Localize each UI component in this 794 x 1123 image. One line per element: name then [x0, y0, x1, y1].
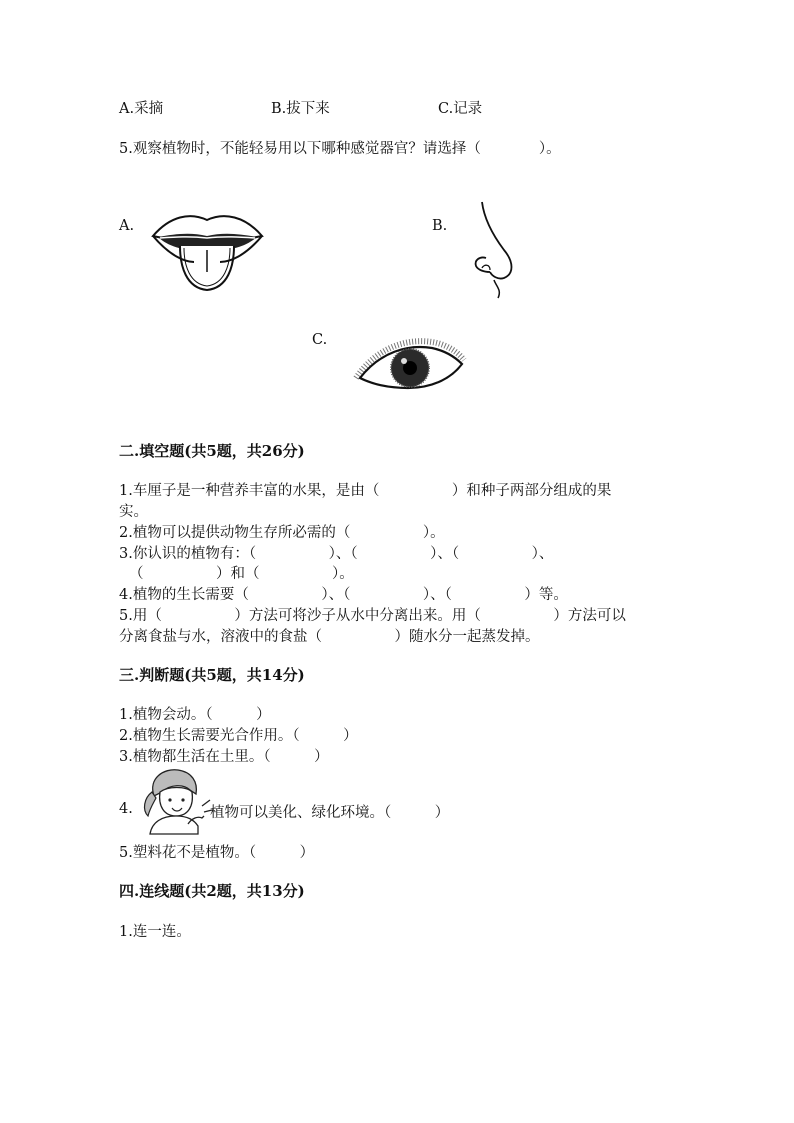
judge-item-1: 1.植物会动。（ ） — [119, 707, 271, 723]
q5-label-b: B. — [432, 218, 448, 234]
option-b: B.拔下来 — [271, 101, 330, 117]
fill-line-7: 5.用（ ）方法可将沙子从水中分离出来。用（ ）方法可以 — [119, 608, 626, 624]
match-item-1: 1.连一连。 — [119, 924, 191, 940]
judge-item-5: 5.塑料花不是植物。（ ） — [119, 845, 315, 861]
section-3-title: 三.判断题(共5题，共14分) — [119, 666, 305, 684]
section-2-title: 二.填空题(共5题，共26分) — [119, 442, 305, 460]
girl-talking-icon — [140, 766, 212, 836]
fill-line-5: （ ）和（ ）。 — [129, 566, 354, 582]
fill-line-1: 1.车厘子是一种营养丰富的水果，是由（ ）和种子两部分组成的果 — [119, 483, 612, 499]
fill-line-3: 2.植物可以提供动物生存所必需的（ ）。 — [119, 525, 445, 541]
option-a: A.采摘 — [119, 101, 164, 117]
fill-line-4: 3.你认识的植物有：（ ）、（ ）、（ ）、 — [119, 546, 554, 562]
fill-line-8: 分离食盐与水，溶液中的食盐（ ）随水分一起蒸发掉。 — [119, 629, 540, 645]
option-c: C.记录 — [438, 101, 483, 117]
question-5-stem: 5.观察植物时，不能轻易用以下哪种感觉器官？请选择（ ）。 — [119, 141, 561, 157]
q5-label-c: C. — [312, 332, 328, 348]
judge-item-4-text: 植物可以美化、绿化环境。（ ） — [210, 805, 450, 821]
nose-icon — [466, 200, 518, 300]
eye-icon — [354, 334, 466, 392]
judge-item-4-number: 4. — [119, 801, 133, 817]
q5-label-a: A. — [119, 218, 135, 234]
section-4-title: 四.连线题(共2题，共13分) — [119, 882, 305, 900]
fill-line-2: 实。 — [119, 504, 148, 520]
judge-item-3: 3.植物都生活在土里。（ ） — [119, 749, 329, 765]
fill-line-6: 4.植物的生长需要（ ）、（ ）、（ ）等。 — [119, 587, 568, 603]
judge-item-2: 2.植物生长需要光合作用。（ ） — [119, 728, 358, 744]
mouth-tongue-icon — [150, 206, 265, 294]
